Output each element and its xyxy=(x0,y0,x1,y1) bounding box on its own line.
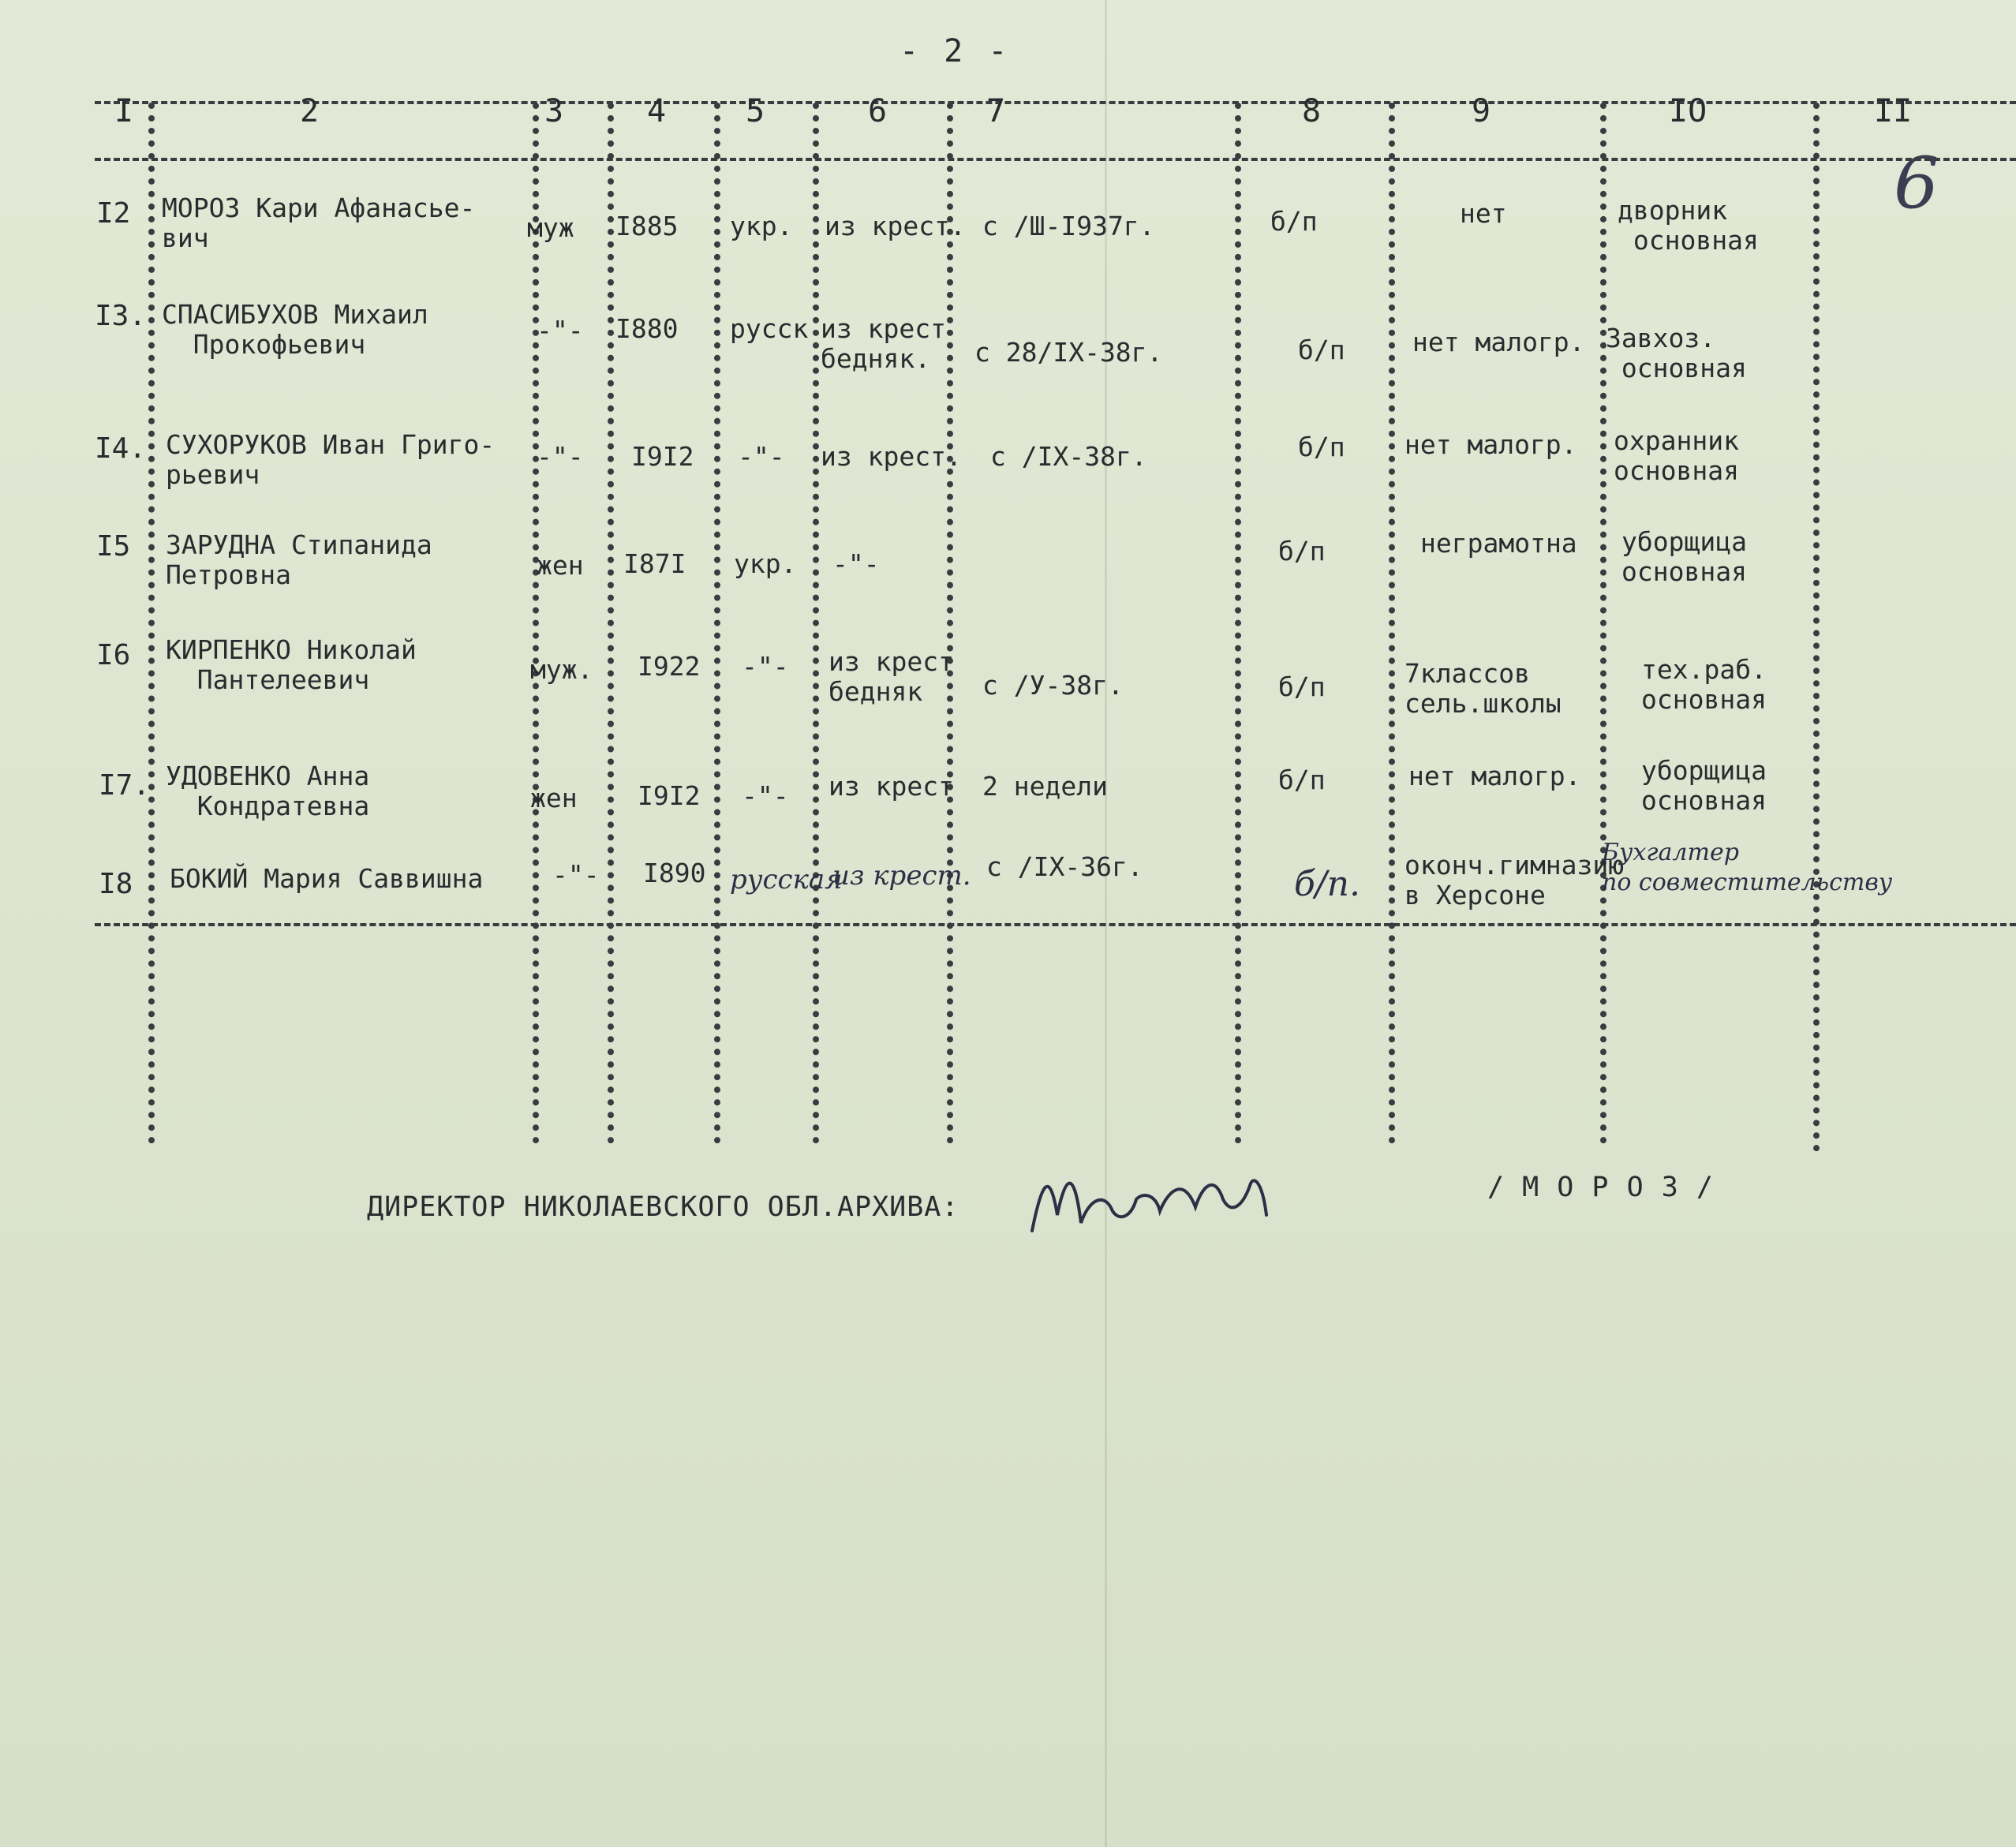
education: нет малогр. xyxy=(1408,761,1581,791)
row-number: I8 xyxy=(99,868,133,900)
employed-since: с /Ш-I937г. xyxy=(982,211,1155,241)
education: нет малогр. xyxy=(1412,327,1585,357)
position: уборщица основная xyxy=(1641,755,1767,816)
education: нет малогр. xyxy=(1404,429,1577,460)
birth-year: I885 xyxy=(615,211,679,241)
column-divider xyxy=(1600,103,1606,1144)
table-top-rule xyxy=(95,101,2016,104)
birth-year: I890 xyxy=(643,858,706,888)
corner-handwritten-mark: 6 xyxy=(1894,142,1939,225)
column-divider xyxy=(714,103,720,1144)
party-membership: б/п xyxy=(1298,335,1345,365)
position: дворник основная xyxy=(1618,195,1759,256)
page-number: - 2 - xyxy=(900,33,1011,69)
position: тех.раб. основная xyxy=(1641,654,1767,715)
column-number: 4 xyxy=(647,93,667,129)
education: оконч.гимназию в Херсоне xyxy=(1404,850,1625,910)
employed-since: с /У-38г. xyxy=(982,670,1124,701)
employee-name: СПАСИБУХОВ Михаил Прокофьевич xyxy=(162,299,428,360)
education: неграмотна xyxy=(1420,528,1577,559)
education: нет xyxy=(1460,198,1507,229)
employee-name: УДОВЕНКО Анна Кондратевна xyxy=(166,761,370,821)
employee-name: КИРПЕНКО Николай Пантелеевич xyxy=(166,634,417,695)
education: 7классов сель.школы xyxy=(1404,658,1562,719)
birth-year: I922 xyxy=(638,651,701,682)
position-handwritten: Бухгалтер по совместительству xyxy=(1602,839,1893,896)
director-name: / М О Р О З / xyxy=(1487,1172,1714,1203)
birth-year: I880 xyxy=(615,313,679,344)
party-membership: б/п xyxy=(1270,206,1318,237)
column-divider xyxy=(813,103,819,1144)
director-signature xyxy=(1026,1136,1286,1254)
employed-since: с /IX-36г. xyxy=(986,851,1143,882)
social-origin: -"- xyxy=(832,548,880,579)
employee-name: СУХОРУКОВ Иван Григо- рьевич xyxy=(166,429,496,490)
position: уборщица основная xyxy=(1621,526,1747,587)
position: охранник основная xyxy=(1614,425,1739,486)
social-origin: из крест xyxy=(828,771,954,802)
employed-since: 2 недели xyxy=(982,771,1108,802)
employee-sex: -"- xyxy=(552,859,600,890)
column-number: 6 xyxy=(868,93,888,129)
employee-sex: жен xyxy=(537,550,584,581)
column-divider xyxy=(148,103,155,1144)
social-origin-handwritten: из крест. xyxy=(832,860,971,892)
birth-year: I87I xyxy=(623,548,686,579)
party-membership: б/п xyxy=(1278,671,1326,702)
column-divider xyxy=(1389,103,1395,1144)
employee-name: МОРОЗ Кари Афанасье- вич xyxy=(162,193,476,253)
social-origin: из крест бедняк. xyxy=(821,313,946,374)
social-origin: из крест бедняк xyxy=(828,646,954,707)
row-number: I3. xyxy=(95,300,147,332)
employee-sex: -"- xyxy=(537,315,584,346)
birth-year: I9I2 xyxy=(631,441,694,472)
nationality: -"- xyxy=(742,780,789,811)
row-number: I5 xyxy=(96,530,131,563)
row-number: I2 xyxy=(96,197,131,230)
row-number: I4. xyxy=(95,432,147,465)
nationality-handwritten: русская xyxy=(730,864,843,895)
employed-since: с 28/IX-38г. xyxy=(974,337,1163,368)
position: Завхоз. основная xyxy=(1606,323,1747,383)
employee-sex: -"- xyxy=(537,441,584,472)
nationality: -"- xyxy=(738,441,785,472)
party-membership: б/п xyxy=(1278,536,1326,566)
column-number: 3 xyxy=(544,93,564,129)
column-number: 2 xyxy=(300,93,320,129)
column-number: 9 xyxy=(1472,93,1491,129)
social-origin: из крест. xyxy=(825,211,966,241)
column-divider xyxy=(947,103,953,1144)
employee-name: БОКИЙ Мария Саввишна xyxy=(170,863,484,894)
employed-since: с /IX-38г. xyxy=(990,441,1147,472)
nationality: укр. xyxy=(734,548,797,579)
row-number: I6 xyxy=(96,639,131,671)
column-number: I xyxy=(114,93,134,129)
column-number: II xyxy=(1874,93,1913,129)
director-title: ДИРЕКТОР НИКОЛАЕВСКОГО ОБЛ.АРХИВА: xyxy=(367,1191,959,1223)
nationality: укр. xyxy=(730,211,793,241)
party-membership: б/п xyxy=(1298,432,1345,462)
column-divider xyxy=(608,103,614,1144)
column-number: 7 xyxy=(986,93,1006,129)
party-membership: б/п xyxy=(1278,765,1326,795)
nationality: -"- xyxy=(742,651,789,682)
column-divider xyxy=(1813,103,1820,1152)
nationality: русск xyxy=(730,313,809,344)
table-header-rule xyxy=(95,158,2016,161)
row-number: I7. xyxy=(99,769,151,802)
employee-name: ЗАРУДНА Стипанида Петровна xyxy=(166,529,432,590)
column-divider xyxy=(1235,103,1241,1144)
column-number: 5 xyxy=(746,93,765,129)
employee-sex: жен xyxy=(530,783,578,813)
column-number: 8 xyxy=(1302,93,1322,129)
column-divider xyxy=(533,103,539,1144)
table-bottom-rule xyxy=(95,923,2016,926)
social-origin: из крест. xyxy=(821,441,962,472)
birth-year: I9I2 xyxy=(638,780,701,811)
employee-sex: муж xyxy=(527,212,574,243)
column-number: IO xyxy=(1669,93,1707,129)
employee-sex: муж. xyxy=(530,654,593,685)
party-membership-handwritten: б/п. xyxy=(1294,864,1361,904)
